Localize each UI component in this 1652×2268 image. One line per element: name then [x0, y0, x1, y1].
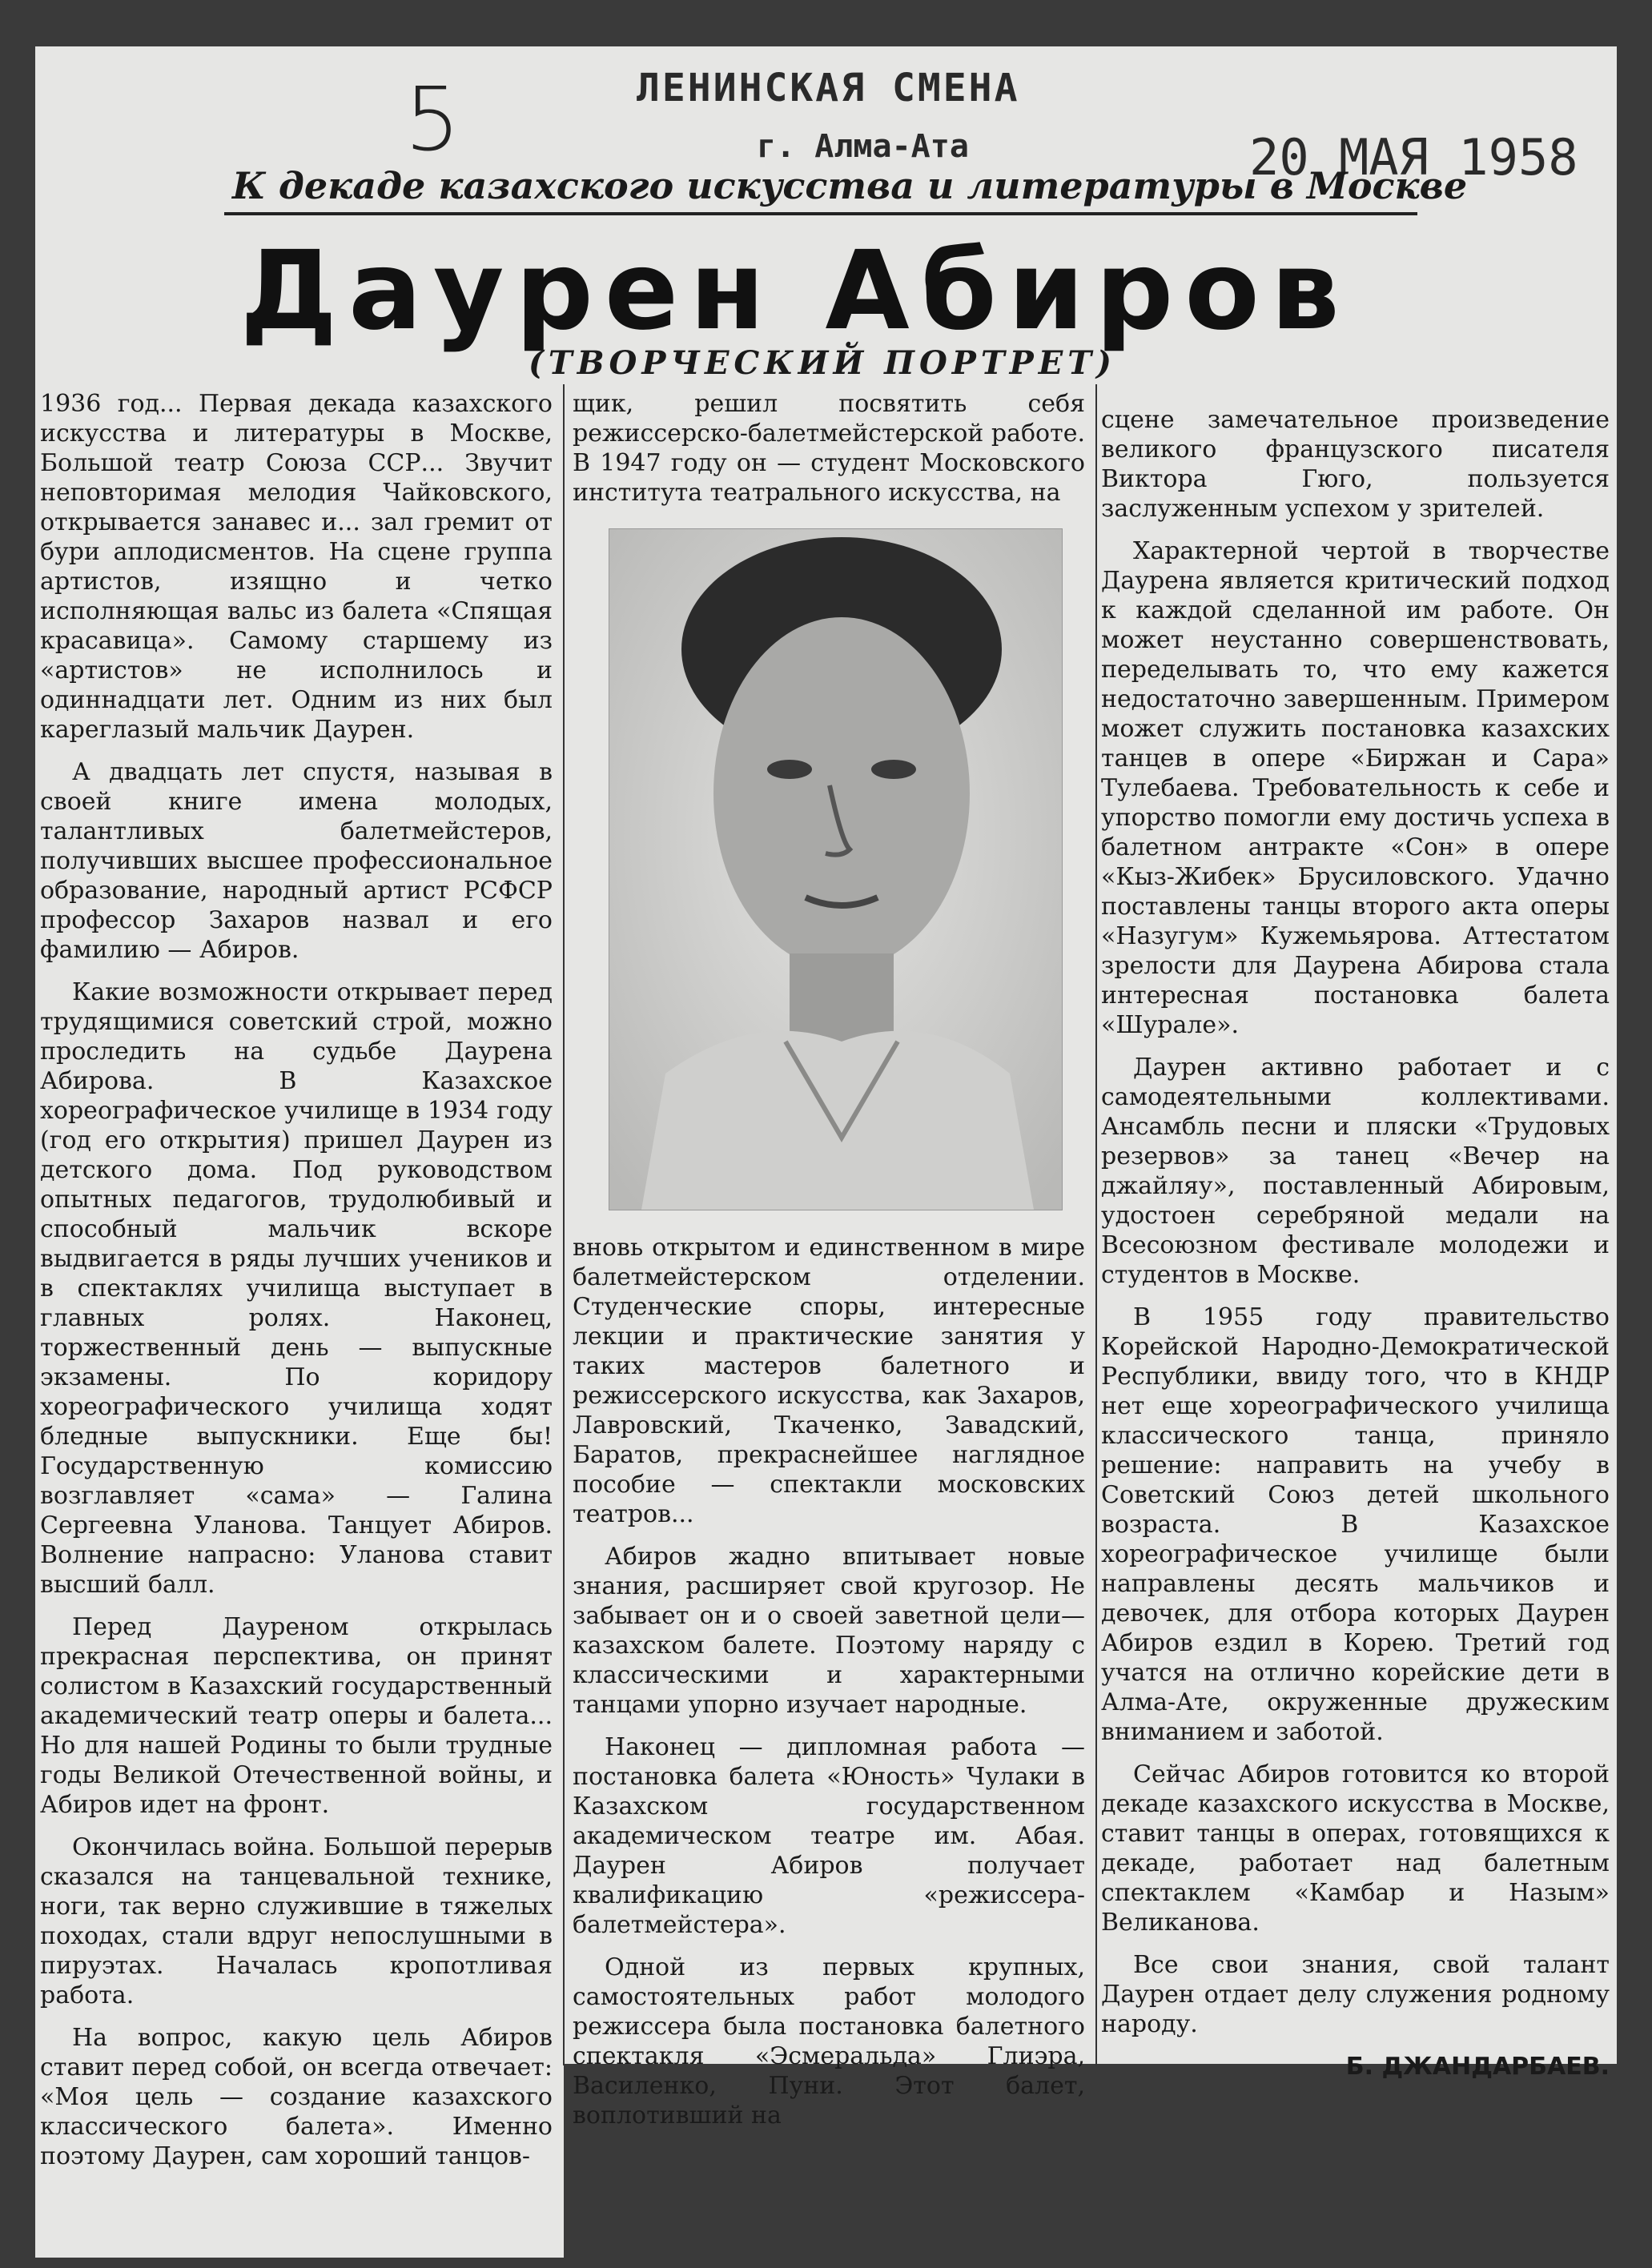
column-divider	[563, 384, 565, 2065]
column-divider	[1095, 384, 1097, 2065]
article-subhead: (ТВОРЧЕСКИЙ ПОРТРЕТ)	[529, 344, 1116, 382]
paragraph: Сейчас Абиров готовится ко второй декаде казахского искусства в Москве, ставит танцы в операх, готовящихся к декаде, работает над балетным спектаклем «Камбар и Назым» Великанова.	[1101, 1760, 1610, 1937]
date-stamp: 20 МАЯ 1958	[1249, 128, 1578, 187]
paragraph: вновь открытом и единственном в мире балетмейстерском отделении. Студенческие споры, интересные лекции и практические занятия у таких мастеров балетного и режиссерского искусства, как Захаров, Лавровский, Ткаченко, Завадский, Баратов, прекраснейшее наглядное пособие — спектакли московских театров...	[573, 1234, 1085, 1528]
paragraph: сцене замечательное произведение великого французского писателя Виктора Гюго, пользуется заслуженным успехом у зрителей.	[1101, 406, 1610, 523]
paragraph: Наконец — дипломная работа — постановка балета «Юность» Чулаки в Казахском государственном академическом театре им. Абая. Даурен Абиров получает квалификацию «режиссера-балетмейстера».	[573, 1733, 1085, 1939]
paragraph: Характерной чертой в творчестве Даурена является критический подход к каждой сделанной им работе. Он может неустанно совершенствовать, переделывать то, что ему кажется недостаточно завершенным. Примером может служить постановка казахских танцев в опере «Биржан и Сара» Тулебаева. Требовательность к себе и упорство помогли ему достичь успеха в балетном антракте «Сон» в опере «Кыз-Жибек» Брусиловского. Удачно поставлены танцы второго акта оперы «Назугум» Кужемьярова. Аттестатом зрелости для Даурена Абирова стала интересная постановка балета «Шурале».	[1101, 537, 1610, 1039]
paragraph: Абиров жадно впитывает новые знания, расширяет свой кругозор. Не забывает он и о своей заветной цели—казахском балете. Поэтому наряду с классическими и характерными танцами упорно изучает народные.	[573, 1543, 1085, 1719]
portrait-illustration	[609, 529, 1062, 1210]
paragraph: В 1955 году правительство Корейской Народно-Демократической Республики, ввиду того, что в КНДР нет еще хореографического училища классического танца, приняло решение: направить на учебу в Советский Союз детей школьного возраста. В Казахское хореографическое училище были направлены десять мальчиков и девочек, для отбора которых Даурен Абиров ездил в Корею. Третий год учатся на отлично корейские дети в Алма-Ате, окруженные дружеским вниманием и заботой.	[1101, 1303, 1610, 1746]
column-1	[40, 389, 553, 2184]
paragraph: Все свои знания, свой талант Даурен отдает делу служения родному народу.	[1101, 1951, 1610, 2038]
city-stamp: г. Алма-Ата	[757, 128, 969, 165]
article-kicker: К декаде казахского искусства и литературы в Москве	[232, 164, 1468, 207]
handwritten-number: 5	[404, 68, 460, 171]
article-headline: Даурен Абиров	[240, 228, 1351, 355]
portrait-photo	[609, 528, 1063, 1210]
paragraph: 1936 год... Первая декада казахского искусства и литературы в Москве, Большой театр Союза ССР... Звучит неповторимая мелодия Чайковского, открывается занавес и... зал гремит от бури аплодисментов. На сцене группа артистов, изящно и четко исполняющая вальс из балета «Спящая красавица». Самому старшему из «артистов» не исполнилось и одиннадцати лет. Одним из них был кареглазый мальчик Даурен.	[40, 390, 553, 744]
column-2-top	[573, 389, 1085, 520]
column-2-bottom	[573, 1233, 1085, 2143]
author-signature: Б. ДЖАНДАРБАЕВ.	[1345, 2053, 1610, 2081]
paragraph: Одной из первых крупных, самостоятельных работ молодого режиссера была постановка балетного спектакля «Эсмеральда» Глиэра, Василенко, Пуни. Этот балет, воплотивший на	[573, 1953, 1085, 2130]
paragraph: Перед Дауреном открылась прекрасная перспектива, он принят солистом в Казахский государственный академический театр оперы и балета... Но для нашей Родины то были трудные годы Великой Отечественной войны, и Абиров идет на фронт.	[40, 1613, 553, 1819]
paragraph: Какие возможности открывает перед трудящимися советский строй, можно проследить на судьбе Даурена Абирова. В Казахское хореографическое училище в 1934 году (год его открытия) пришел Даурен из детского дома. Под руководством опытных педагогов, трудолюбивый и способный мальчик вскоре выдвигается в ряды лучших учеников и в спектаклях училища выступает в главных ролях. Наконец, торжественный день — выпускные экзамены. По коридору хореографического училища ходят бледные выпускники. Еще бы! Государственную комиссию возглавляет «сама» — Галина Сергеевна Уланова. Танцует Абиров. Волнение напрасно: Уланова ставит высший балл.	[40, 978, 553, 1599]
newspaper-stamp: ЛЕНИНСКАЯ СМЕНА	[637, 66, 1020, 110]
paragraph: Даурен активно работает и с самодеятельными коллективами. Ансамбль песни и пляски «Трудовых резервов» за танец «Вечер на джайляу», поставленный Абировым, удостоен серебряной медали на Всесоюзном фестивале молодежи и студентов в Москве.	[1101, 1054, 1610, 1289]
paragraph: щик, решил посвятить себя режиссерско-балетмейстерской работе. В 1947 году он — студент Московского института театрального искусства, на	[573, 390, 1085, 507]
paragraph: Окончилась война. Большой перерыв сказался на танцевальной технике, ноги, так верно служившие в тяжелых походах, стали вдруг непослушными в пируэтах. Началась кропотливая работа.	[40, 1833, 553, 2009]
paragraph: На вопрос, какую цель Абиров ставит перед собой, он всегда отвечает: «Моя цель — создание казахского классического балета». Именно поэтому Даурен, сам хороший танцов-	[40, 2024, 553, 2170]
header-rule	[224, 212, 1417, 215]
paragraph: А двадцать лет спустя, называя в своей книге имена молодых, талантливых балетмейстеров, получивших высшее профессиональное образование, народный артист РСФСР профессор Захаров назвал и его фамилию — Абиров.	[40, 758, 553, 964]
column-3	[1101, 405, 1610, 2094]
